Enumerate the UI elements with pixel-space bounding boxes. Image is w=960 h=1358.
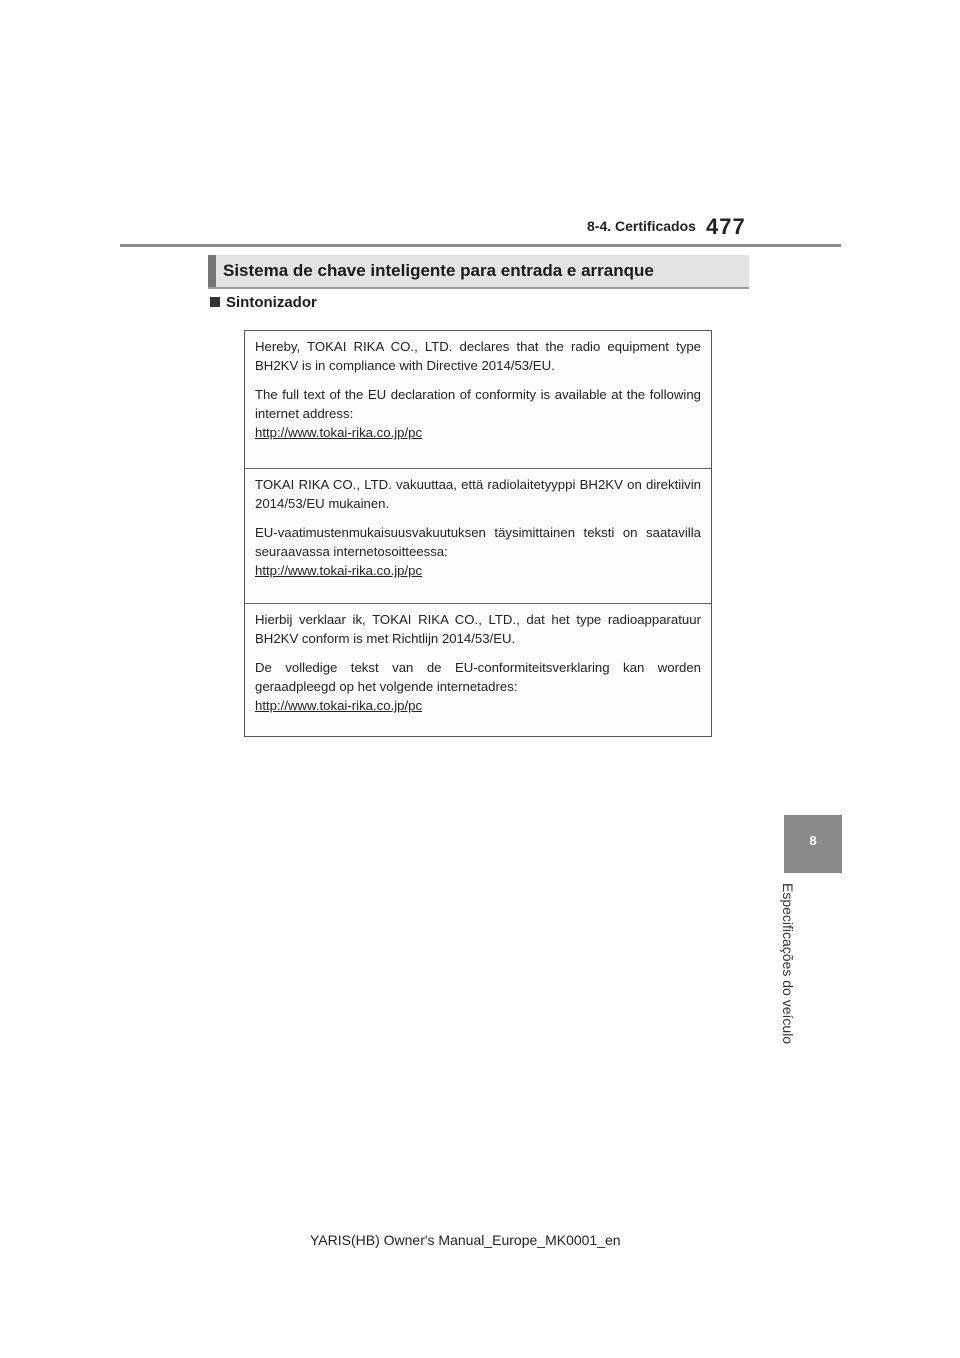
declaration-link[interactable]: http://www.tokai-rika.co.jp/pc — [255, 425, 423, 440]
section-heading-bar — [208, 255, 749, 289]
declaration-text: Hereby, TOKAI RIKA CO., LTD. declares that the radio equipment type BH2KV is in compliance with Directive 2014/53/EU. — [255, 339, 701, 373]
chapter-tab[interactable] — [784, 815, 842, 873]
heading-accent — [208, 255, 216, 287]
chapter-title: Especificações do veículo — [780, 883, 796, 1045]
certificate-block-english — [245, 331, 711, 469]
declaration-text: TOKAI RIKA CO., LTD. vakuuttaa, että radiolaitetyyppi BH2KV on direktiivin 2014/53/EU mukainen. — [255, 477, 701, 511]
subheading-text: Sintonizador — [226, 294, 317, 311]
header-divider — [120, 244, 841, 247]
page-number: 477 — [706, 214, 746, 239]
section-title: 8-4. Certificados — [587, 218, 696, 234]
declaration-link[interactable]: http://www.tokai-rika.co.jp/pc — [255, 698, 423, 713]
square-bullet-icon — [210, 297, 220, 307]
certificate-box — [244, 330, 712, 737]
section-heading: Sistema de chave inteligente para entrada e arranque — [223, 261, 654, 280]
availability-text: EU-vaatimustenmukaisuusvakuutuksen täysimittainen teksti on saatavilla seuraavassa internetosoitteessa: — [255, 525, 701, 559]
declaration-text: Hierbij verklaar ik, TOKAI RIKA CO., LTD., dat het type radioapparatuur BH2KV conform is met Richtlijn 2014/53/EU. — [255, 612, 701, 646]
certificate-block-dutch — [245, 604, 711, 736]
availability-text: The full text of the EU declaration of conformity is available at the following internet address: — [255, 387, 701, 421]
chapter-side-label — [780, 883, 807, 1063]
declaration-link[interactable]: http://www.tokai-rika.co.jp/pc — [255, 563, 423, 578]
certificate-block-finnish — [245, 469, 711, 604]
availability-text: De volledige tekst van de EU-conformiteitsverklaring kan worden geraadpleegd op het volgende internetadres: — [255, 660, 701, 694]
subheading — [210, 294, 317, 311]
footer-manual-id: YARIS(HB) Owner's Manual_Europe_MK0001_en — [310, 1232, 621, 1248]
chapter-number: 8 — [809, 833, 817, 848]
